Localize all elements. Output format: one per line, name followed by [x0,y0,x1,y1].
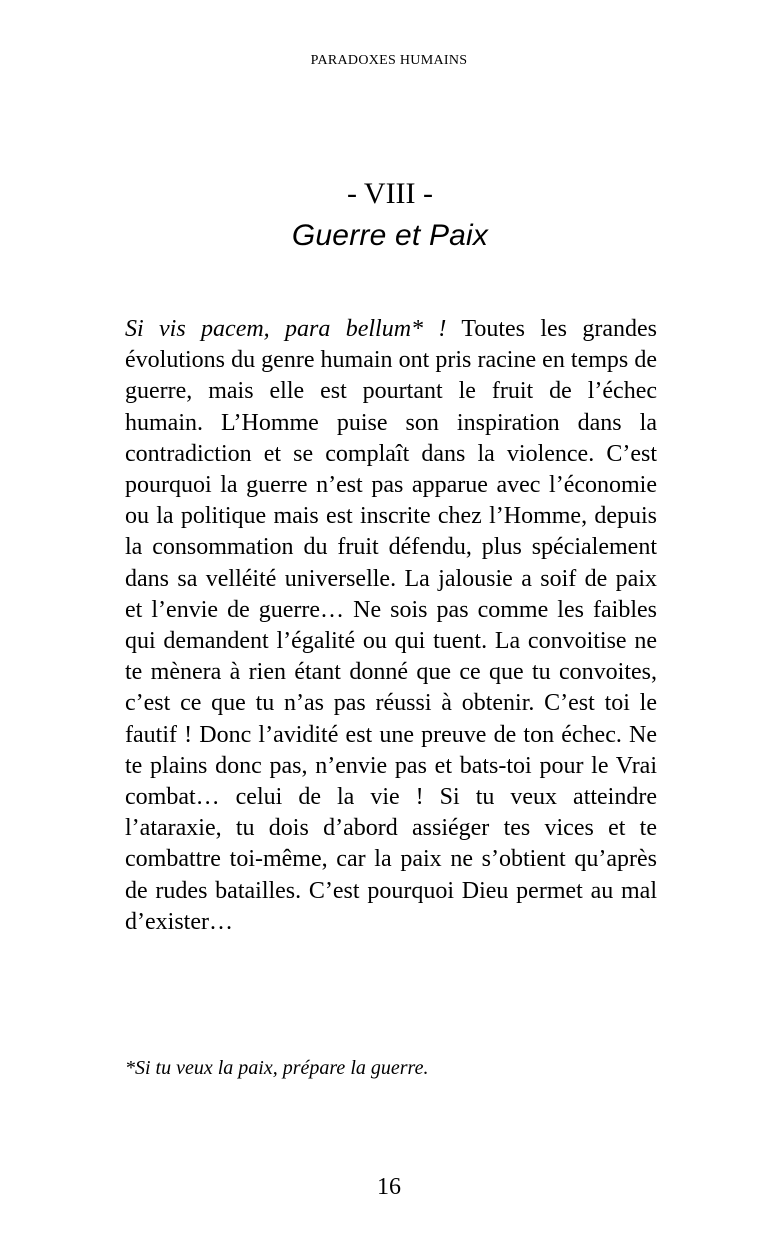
chapter-number: - VIII - [346,177,434,210]
body-paragraph [125,314,657,938]
running-header: PARADOXES HUMAINS [310,53,468,68]
footnote: *Si tu veux la paix, prépare la guerre. [125,1057,429,1079]
chapter-title: Guerre et Paix [291,219,489,252]
page-number: 16 [377,1174,401,1200]
latin-quote: Si vis pacem, para bellum* ! [125,316,447,342]
body-text: Toutes les grandes évolutions du genre humain ont pris racine en temps de guerre, mais elle est pourtant le fruit de l’échec humain. L’Homme puise son inspiration dans la contradiction et se complaît dans la violence. C’est pourquoi la guerre n’est pas apparue avec l’économie ou la politique mais est inscrite chez l’Homme, depuis la consommation du fruit défendu, plus spécialement dans sa velléité universelle. La jalousie a soif de paix et l’envie de guerre… Ne sois pas comme les faibles qui demandent l’égalité ou qui tuent. La convoitise ne te mènera à rien étant donné que ce que tu convoites, c’est ce que tu n’as pas réussi à obtenir. C’est toi le fautif ! Donc l’avidité est une preuve de ton échec. Ne te plains donc pas, n’envie pas et bats-toi pour le Vrai combat… celui de la vie ! Si tu veux atteindre l’ataraxie, tu dois d’abord assiéger tes vices et te combattre toi-même, car la paix ne s’obtient qu’après de rudes batailles. C’est pourquoi Dieu permet au mal d’exister… [125,316,657,935]
